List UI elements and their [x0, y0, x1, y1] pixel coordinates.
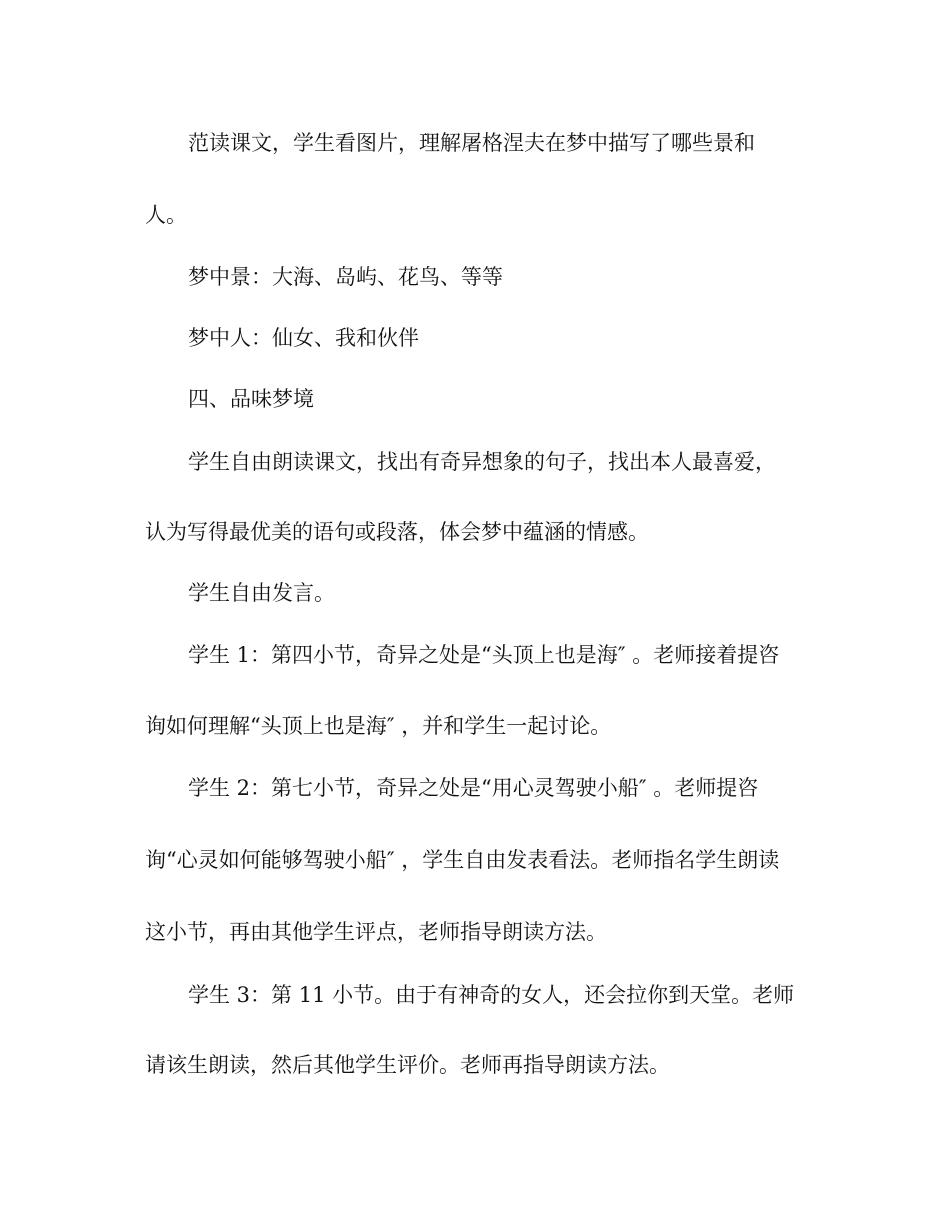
paragraph-line: 学生 2：第七小节，奇异之处是“用心灵驾驶小船″ 。老师提咨	[188, 776, 759, 800]
paragraph-line: 范读课文，学生看图片，理解屠格涅夫在梦中描写了哪些景和	[188, 131, 755, 155]
paragraph-line: 询如何理解“头顶上也是海″ ，并和学生一起讨论。	[145, 714, 612, 738]
paragraph-line: 学生 3：第 11 小节。由于有神奇的女人，还会拉你到天堂。老师	[188, 983, 795, 1007]
paragraph-line: 询“心灵如何能够驾驶小船″ ，学生自由发表看法。老师指名学生朗读	[145, 848, 780, 872]
paragraph-line: 学生自由朗读课文，找出有奇异想象的句子，找出本人最喜爱，	[188, 450, 776, 474]
section-heading: 四、品味梦境	[188, 387, 314, 411]
paragraph-line: 学生自由发言。	[188, 581, 335, 605]
paragraph-line: 这小节，再由其他学生评点，老师指导朗读方法。	[145, 920, 607, 944]
paragraph-line: 人。	[145, 203, 187, 227]
paragraph-line: 请该生朗读，然后其他学生评价。老师再指导朗读方法。	[145, 1053, 670, 1077]
paragraph-line: 学生 1：第四小节，奇异之处是“头顶上也是海″ 。老师接着提咨	[188, 643, 780, 667]
paragraph-line: 梦中人：仙女、我和伙伴	[188, 326, 419, 350]
paragraph-line: 认为写得最优美的语句或段落，体会梦中蕴涵的情感。	[145, 520, 649, 544]
paragraph-line: 梦中景：大海、岛屿、花鸟、等等	[188, 265, 503, 289]
